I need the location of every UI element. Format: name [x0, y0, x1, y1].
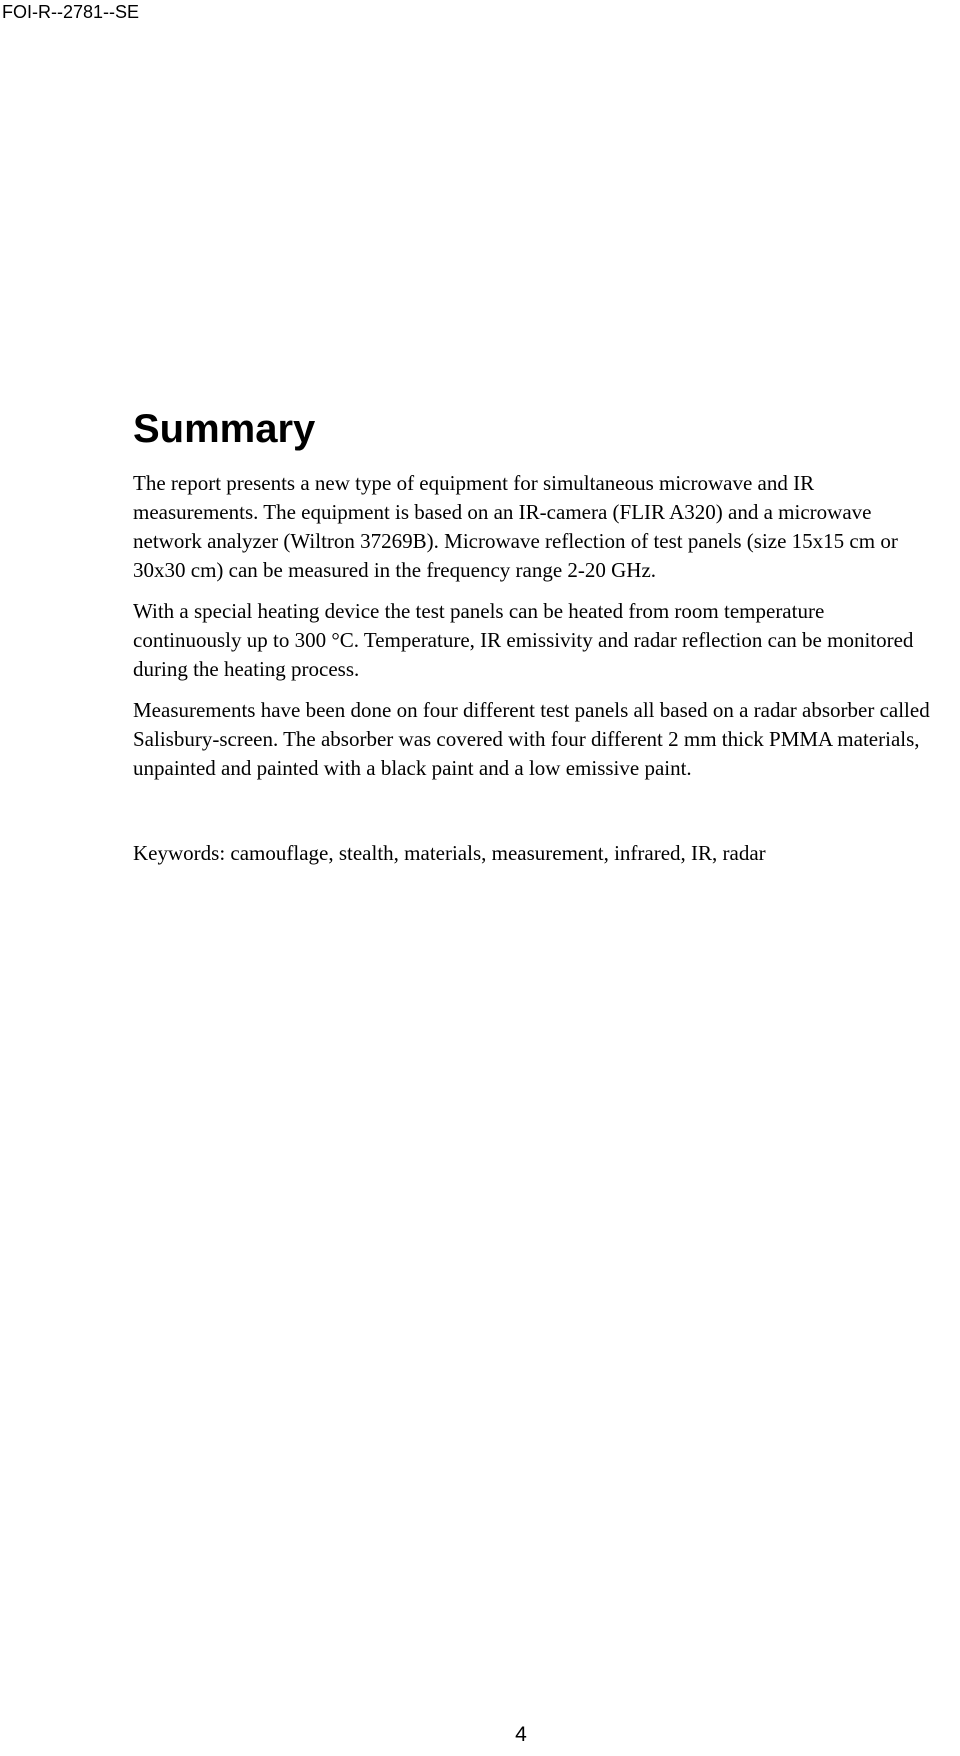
summary-paragraph-3: Measurements have been done on four different test panels all based on a radar absorber called Salisbury-screen. The absorber was covered with four different 2 mm thick PMMA materials, unpainted and painted with a black paint and a low emissive paint.	[133, 698, 930, 780]
page-number: 4	[515, 1723, 527, 1746]
report-id-header: FOI-R--2781--SE	[2, 2, 140, 22]
keywords-line: Keywords: camouflage, stealth, materials, measurement, infrared, IR, radar	[133, 841, 766, 865]
summary-paragraph-2: With a special heating device the test panels can be heated from room temperature continuously up to 300 °C. Temperature, IR emissivity and radar reflection can be monitored during the heating process.	[133, 599, 914, 681]
section-title: Summary	[133, 407, 316, 451]
summary-paragraph-1: The report presents a new type of equipment for simultaneous microwave and IR measurements. The equipment is based on an IR-camera (FLIR A320) and a microwave network analyzer (Wiltron 37269B). Microwave reflection of test panels (size 15x15 cm or 30x30 cm) can be measured in the frequency range 2-20 GHz.	[133, 471, 898, 582]
summary-section	[133, 403, 933, 868]
